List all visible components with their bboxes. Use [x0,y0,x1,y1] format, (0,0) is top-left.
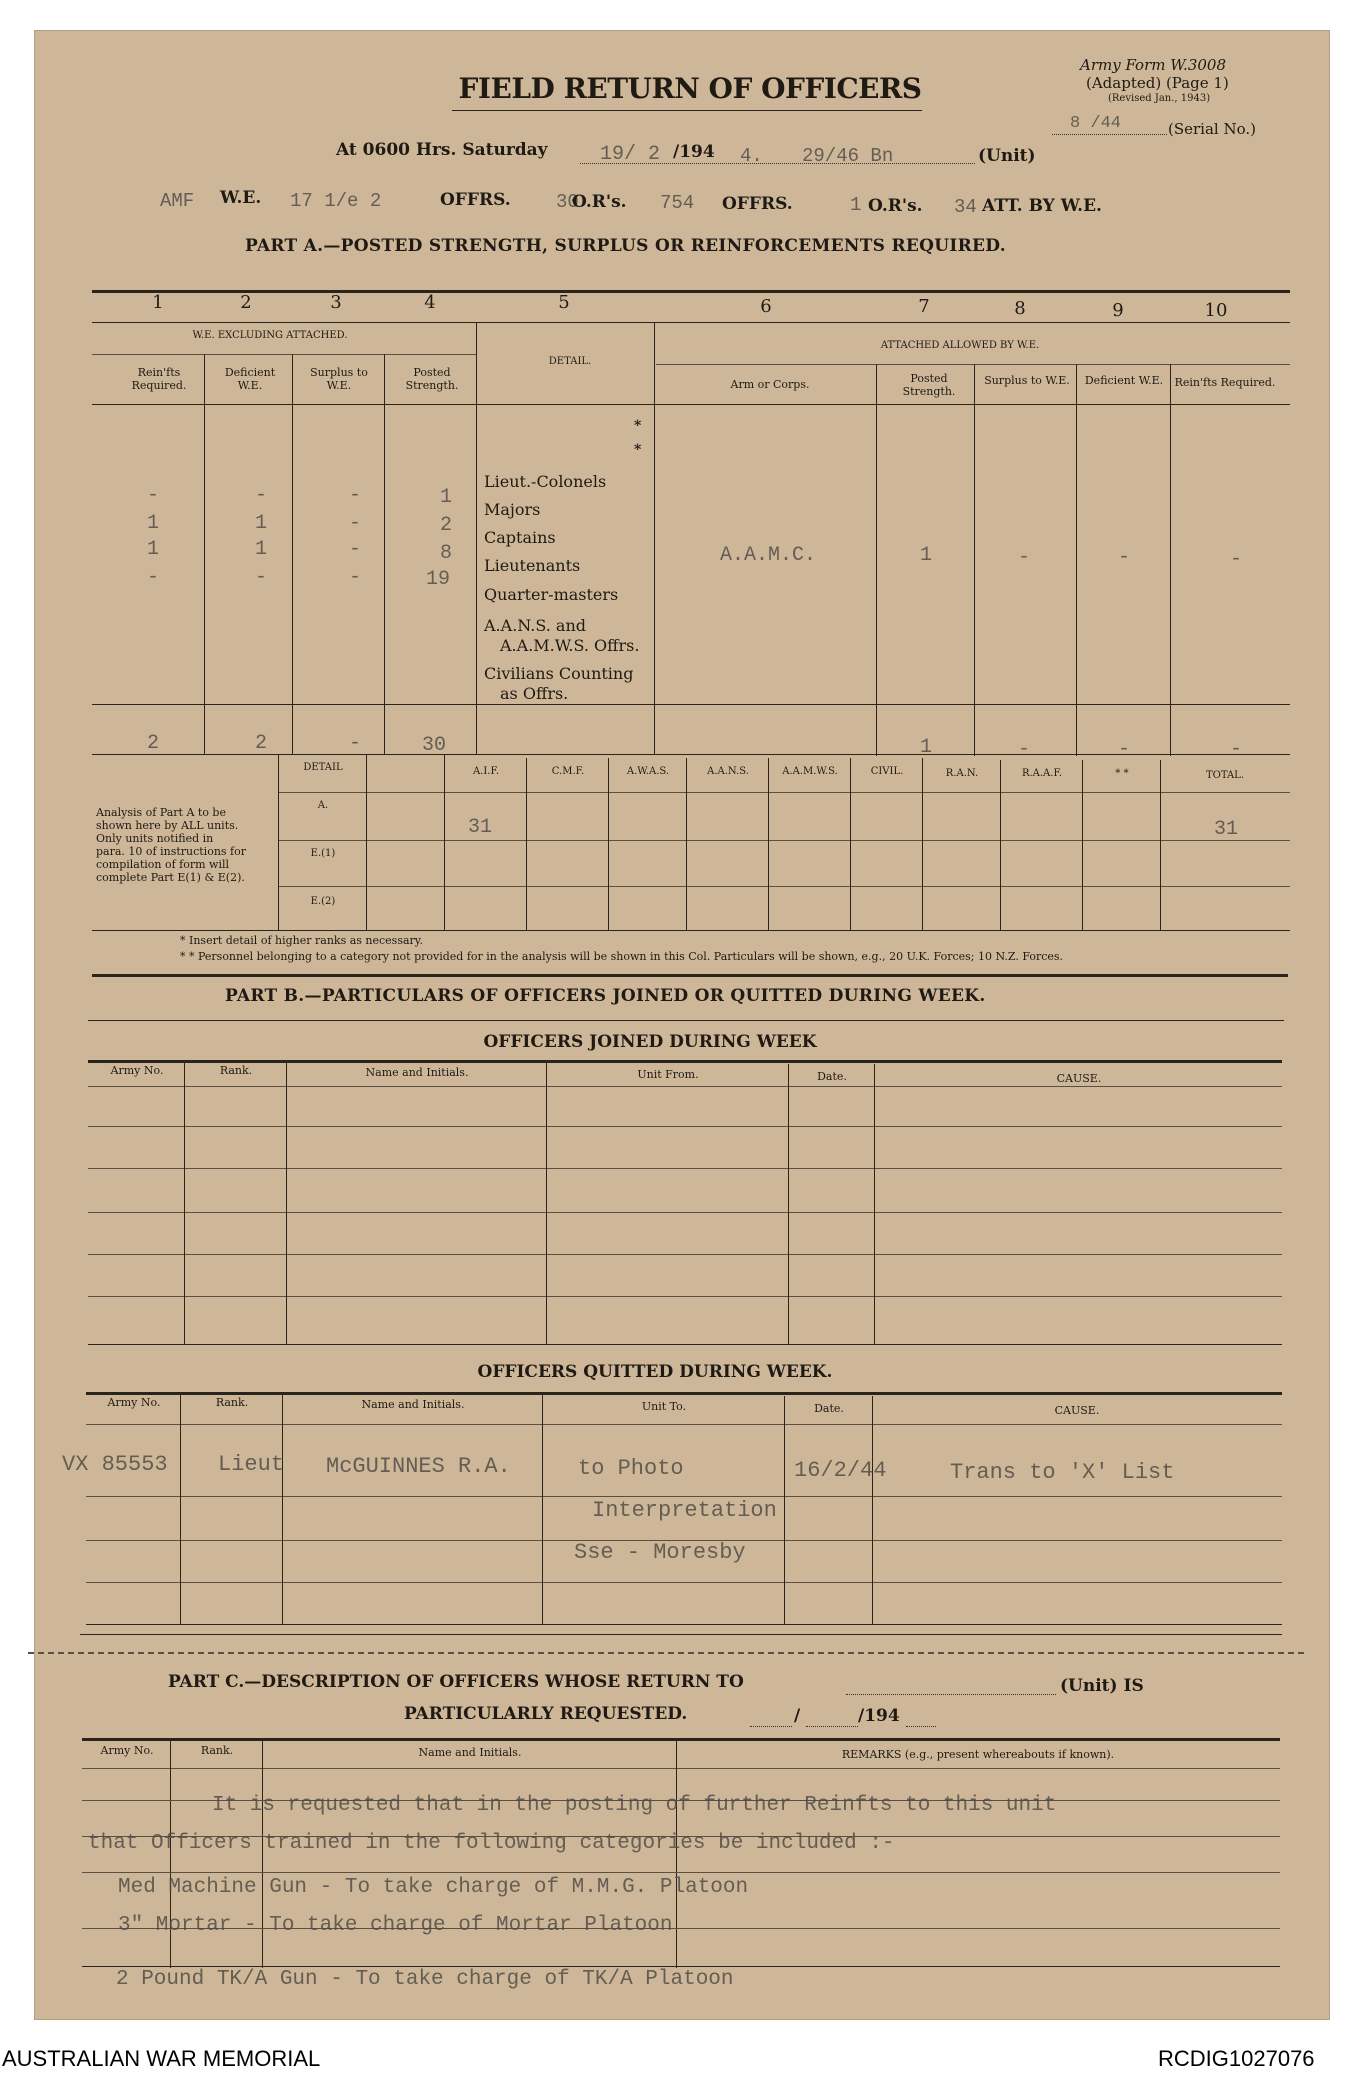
col-number-5: 5 [558,292,570,313]
offrs-value-2: 1 [850,194,862,216]
quitted-date: 16/2/44 [794,1458,887,1483]
col4-value: 2 [440,514,453,537]
col1-value: - [146,484,159,507]
header-att-deficient: Deficient W.E. [1084,374,1164,387]
analysis-total-value: 31 [1214,818,1239,841]
analysis-note-line: complete Part E(1) & E(2). [96,871,245,884]
title-underline [452,110,922,111]
col2-value: 1 [254,538,267,561]
part-c-typed-line: 2 Pound TK/A Gun - To take charge of TK/A Platoon [116,1968,734,1991]
total-att-deficient: - [1117,738,1130,761]
total-att-surplus: - [1017,738,1030,761]
quitted-rank: Lieut [218,1452,285,1477]
rank-lieut-colonels: Lieut.-Colonels [484,472,607,491]
att-label: ATT. BY W.E. [982,196,1102,216]
ors-label-2: O.R's. [868,196,923,216]
total-posted: 30 [422,734,447,757]
form-revised: (Revised Jan., 1943) [1108,93,1211,104]
part-c-header-rank: Rank. [200,1744,234,1757]
analysis-row-e2: E.(2) [310,896,336,907]
we-excluding-label: W.E. EXCLUDING ATTACHED. [192,330,348,341]
unit-label: (Unit) [978,146,1036,166]
col2-value: - [254,484,267,507]
asterisk-2: * [634,442,642,458]
analysis-row-e1: E.(1) [310,848,336,859]
serial-label: (Serial No.) [1168,120,1256,138]
col4-value: 1 [440,486,453,509]
quitted-header-cause: CAUSE. [1054,1404,1100,1417]
col-number-4: 4 [424,292,436,313]
part-c-typed-line: Med Machine Gun - To take charge of M.M.G. Platoon [118,1876,749,1899]
quitted-header-date: Date. [814,1402,844,1415]
analysis-col-awas: A.W.A.S. [626,766,670,777]
header-att-posted: Posted Strength. [902,372,956,398]
form-id: Army Form W.3008 [1080,56,1226,74]
col2-value: 1 [254,512,267,535]
analysis-col-total: TOTAL. [1205,770,1245,781]
col3-value: - [348,512,361,535]
offrs-label-2: OFFRS. [722,194,793,214]
quitted-cause: Trans to 'X' List [950,1460,1175,1485]
year-digit: 4. [740,145,763,167]
quitted-title: OFFICERS QUITTED DURING WEEK. [477,1362,833,1382]
joined-header-cause: CAUSE. [1056,1072,1102,1085]
joined-header-name: Name and Initials. [365,1066,469,1079]
analysis-col-cmf: C.M.F. [551,766,585,777]
we-prefix: AMF [160,190,195,212]
we-label: W.E. [220,188,262,208]
col1-value: 1 [146,538,159,561]
analysis-note-line: Analysis of Part A to be [96,806,226,819]
header-att-reinfts: Rein'fts Required. [1174,376,1276,389]
footer-credit: AUSTRALIAN WAR MEMORIAL [2,2046,321,2071]
rank-civilians: Civilians Counting [484,664,634,683]
analysis-col-aans: A.A.N.S. [707,766,749,777]
year-prefix: /194 [673,142,715,162]
part-a-title: PART A.—POSTED STRENGTH, SURPLUS OR REINFORCEMENTS REQUIRED. [245,236,1006,256]
form-adapted: (Adapted) (Page 1) [1086,74,1229,92]
joined-header-unit-from: Unit From. [637,1068,699,1081]
attached-label: ATTACHED ALLOWED BY W.E. [880,340,1040,351]
header-arm-corps: Arm or Corps. [730,378,810,391]
rank-captains: Captains [484,528,556,547]
analysis-note-line: compilation of form will [96,858,230,871]
analysis-col-raaf: R.A.A.F. [1021,768,1063,779]
header-deficient-we: Deficient W.E. [224,366,276,392]
ors-value-2: 34 [954,196,977,218]
analysis-note-line: shown here by ALL units. [96,819,239,832]
form-title: FIELD RETURN OF OFFICERS [458,72,922,105]
quitted-header-rank: Rank. [215,1396,249,1409]
analysis-col-civil: CIVIL. [870,766,904,777]
analysis-note-line: Only units notified in [96,832,214,845]
part-b-title: PART B.—PARTICULARS OF OFFICERS JOINED OR QUITTED DURING WEEK. [225,986,986,1006]
analysis-row-a: A. [317,800,329,811]
col4-value: 19 [426,568,451,591]
col1-value: 1 [146,512,159,535]
detail-label: DETAIL. [548,356,592,367]
total-deficient: 2 [254,732,267,755]
serial-value: 8 /44 [1070,114,1122,133]
date-day: 19/ 2 [600,143,661,166]
header-surplus-we: Surplus to W.E. [310,366,368,392]
ors-label-1: O.R's. [572,192,627,212]
quitted-name: McGUINNES R.A. [326,1454,511,1479]
analysis-col-aamws: A.A.M.W.S. [782,766,838,777]
att-surplus-value: - [1017,546,1030,569]
analysis-col-other: * * [1115,768,1129,779]
part-c-typed-line: that Officers trained in the following categories be included :- [88,1832,895,1855]
joined-title: OFFICERS JOINED DURING WEEK [483,1032,817,1052]
col-number-7: 7 [918,296,930,317]
part-c-title-unit: (Unit) IS [1060,1676,1144,1696]
joined-header-date: Date. [817,1070,847,1083]
col-number-1: 1 [152,292,164,313]
part-c-header-army-no: Army No. [100,1744,154,1757]
part-c-subtitle: PARTICULARLY REQUESTED. [404,1704,688,1724]
att-deficient-value: - [1117,546,1130,569]
header-att-surplus: Surplus to W.E. [984,374,1070,387]
rank-aamws: A.A.M.W.S. Offrs. [500,636,640,655]
joined-header-army-no: Army No. [110,1064,164,1077]
col2-value: - [254,566,267,589]
total-att-posted: 1 [919,736,932,759]
att-posted-value: 1 [919,544,932,567]
analysis-col-ran: R.A.N. [945,768,979,779]
part-c-title: PART C.—DESCRIPTION OF OFFICERS WHOSE RETURN TO [168,1672,744,1692]
analysis-aif-value: 31 [468,816,493,839]
col-number-6: 6 [760,296,772,317]
quitted-army-no: VX 85553 [62,1452,168,1477]
offrs-label-1: OFFRS. [440,190,511,210]
we-value: 17 1/e 2 [290,190,382,212]
col-number-2: 2 [240,292,252,313]
total-surplus: - [348,732,361,755]
rank-aans: A.A.N.S. and [484,616,586,635]
col-number-9: 9 [1112,300,1124,321]
col3-value: - [348,566,361,589]
rank-lieutenants: Lieutenants [484,556,581,575]
part-c-subtitle-year: /194 [858,1706,900,1726]
unit-value: 29/46 Bn [802,145,894,167]
col1-value: - [146,566,159,589]
arm-corps-value: A.A.M.C. [719,544,816,567]
col-number-10: 10 [1204,300,1228,321]
quitted-unit-to-line: Sse - Moresby [574,1540,746,1565]
ors-value-1: 754 [660,192,695,214]
part-c-typed-line: It is requested that in the posting of further Reinfts to this unit [212,1794,1057,1817]
col3-value: - [348,484,361,507]
offrs-value-1: 30 [556,191,579,213]
quitted-header-army-no: Army No. [107,1396,161,1409]
part-c-header-name: Name and Initials. [418,1746,522,1759]
footer-catalogue-id: RCDIG1027076 [1158,2046,1315,2071]
header-posted-strength: Posted Strength. [405,366,459,392]
header-reinfts-required: Rein'fts Required. [131,366,187,392]
footnote-1: * Insert detail of higher ranks as necessary. [180,934,424,947]
quitted-header-name: Name and Initials. [361,1398,465,1411]
rank-quarter-masters: Quarter-masters [484,585,619,604]
quitted-unit-to-line: Interpretation [592,1498,777,1523]
col-number-3: 3 [330,292,342,313]
total-reinfts: 2 [146,732,159,755]
col4-value: 8 [440,542,453,565]
quitted-header-unit-to: Unit To. [641,1400,687,1413]
part-c-typed-line: 3" Mortar - To take charge of Mortar Platoon [118,1914,673,1937]
att-reinfts-value: - [1229,548,1242,571]
joined-header-rank: Rank. [219,1064,253,1077]
rank-as-offrs: as Offrs. [500,684,569,703]
part-c-subtitle-slash: / [794,1706,801,1726]
analysis-note-line: para. 10 of instructions for [96,845,247,858]
analysis-col-aif: A.I.F. [472,766,500,777]
col-number-8: 8 [1014,298,1026,319]
at-label: At 0600 Hrs. Saturday [336,140,548,160]
analysis-detail-label: DETAIL [303,762,343,773]
col3-value: - [348,538,361,561]
total-att-reinfts: - [1229,738,1242,761]
part-c-header-remarks: REMARKS (e.g., present whereabouts if known). [841,1748,1115,1761]
rank-majors: Majors [484,500,541,519]
footnote-2: * * Personnel belonging to a category not provided for in the analysis will be shown in this Col. Particulars will be shown, e.g., 20 U.K. Forces; 10 N.Z. Forces. [180,950,1064,963]
quitted-unit-to-line: to Photo [578,1456,684,1481]
asterisk-1: * [634,418,642,434]
